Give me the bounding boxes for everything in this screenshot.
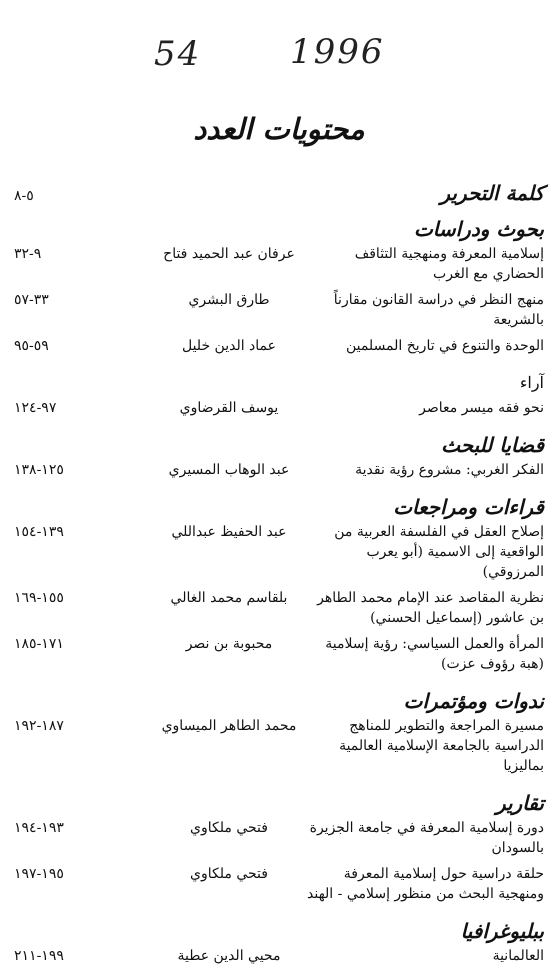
entry-pages: ٩٧-١٢٤ bbox=[14, 400, 57, 416]
section-heading: ندوات ومؤتمرات bbox=[403, 689, 544, 713]
toc-entry bbox=[14, 398, 544, 418]
entry-pages: ١٣٩-١٥٤ bbox=[14, 524, 64, 540]
editorial-row bbox=[14, 178, 544, 208]
editorial-heading: كلمة التحرير bbox=[440, 181, 544, 205]
entry-title: إصلاح العقل في الفلسفة العربية من الواقعية إلى الاسمية (أبو يعرب المرزوقي) bbox=[334, 524, 544, 580]
handwritten-number-left: 54 bbox=[154, 34, 202, 74]
toc-entry bbox=[14, 588, 544, 628]
section-heading: تقارير bbox=[495, 791, 544, 815]
toc-sections bbox=[14, 214, 544, 972]
entry-pages: ١٩٥-١٩٧ bbox=[14, 866, 64, 882]
entry-author: عرفان عبد الحميد فتاح bbox=[163, 246, 295, 262]
entry-title: منهج النظر في دراسة القانون مقارناً بالشريعة bbox=[333, 292, 544, 328]
section-heading: ببليوغرافيا bbox=[460, 919, 544, 943]
entry-title: الوحدة والتنوع في تاريخ المسلمين bbox=[345, 338, 544, 354]
entry-author: عماد الدين خليل bbox=[181, 338, 277, 354]
entry-title: مسيرة المراجعة والتطوير للمناهج الدراسية بالجامعة الإسلامية العالمية بماليزيا bbox=[339, 718, 544, 774]
entry-author: فتحي ملكاوي bbox=[190, 866, 268, 882]
entry-author: طارق البشري bbox=[188, 292, 270, 308]
toc-entry bbox=[14, 818, 544, 858]
entry-author: يوسف القرضاوي bbox=[179, 400, 279, 416]
toc-entry bbox=[14, 864, 544, 904]
entry-pages: ١٩٣-١٩٤ bbox=[14, 820, 64, 836]
toc-entry bbox=[14, 244, 544, 284]
entry-author: محمد الطاهر الميساوي bbox=[161, 718, 297, 734]
toc-entry bbox=[14, 634, 544, 674]
toc-entry bbox=[14, 522, 544, 582]
handwritten-year: 1996 bbox=[290, 32, 385, 72]
toc-entry bbox=[14, 290, 544, 330]
entry-author: فتحي ملكاوي bbox=[190, 820, 268, 836]
page-title: محتويات العدد bbox=[193, 112, 365, 146]
entry-author: بلقاسم محمد الغالي bbox=[170, 590, 288, 606]
section-heading: قضايا للبحث bbox=[441, 433, 544, 457]
toc-entry bbox=[14, 460, 544, 480]
entry-pages: ١٧١-١٨٥ bbox=[14, 636, 64, 652]
entry-author: محبوبة بن نصر bbox=[185, 636, 273, 652]
entry-pages: ١٥٥-١٦٩ bbox=[14, 590, 64, 606]
editorial-pages: ٥-٨ bbox=[14, 188, 34, 204]
entry-title: المرأة والعمل السياسي: رؤية إسلامية (هبة رؤوف عزت) bbox=[325, 636, 544, 672]
entry-pages: ٥٩-٩٥ bbox=[14, 338, 49, 354]
entry-title: الفكر الغربي: مشروع رؤية نقدية bbox=[355, 462, 544, 478]
toc-entry bbox=[14, 946, 544, 966]
toc-entry bbox=[14, 716, 544, 776]
entry-author: محيي الدين عطية bbox=[177, 948, 281, 964]
section-heading: بحوث ودراسات bbox=[413, 217, 544, 241]
table-of-contents bbox=[14, 178, 544, 972]
entry-pages: ١٩٩-٢١١ bbox=[14, 948, 64, 964]
entry-pages: ١٨٧-١٩٢ bbox=[14, 718, 64, 734]
entry-pages: ٣٣-٥٧ bbox=[14, 292, 49, 308]
entry-author: عبد الوهاب المسيري bbox=[168, 462, 290, 478]
toc-entry bbox=[14, 336, 544, 356]
entry-title: نظرية المقاصد عند الإمام محمد الطاهر بن عاشور (إسماعيل الحسني) bbox=[317, 590, 544, 626]
entry-title: نحو فقه ميسر معاصر bbox=[419, 400, 544, 416]
entry-pages: ٩-٣٢ bbox=[14, 246, 42, 262]
section-heading: قراءات ومراجعات bbox=[393, 495, 544, 519]
section-heading: آراء bbox=[519, 373, 544, 392]
entry-title: دورة إسلامية المعرفة في جامعة الجزيرة بالسودان bbox=[309, 820, 544, 856]
entry-author: عبد الحفيظ عبداللي bbox=[171, 524, 287, 540]
entry-title: إسلامية المعرفة ومنهجية التثاقف الحضاري مع الغرب bbox=[354, 246, 544, 282]
entry-title: العالمانية bbox=[492, 948, 544, 964]
entry-pages: ١٢٥-١٣٨ bbox=[14, 462, 64, 478]
entry-title: حلقة دراسية حول إسلامية المعرفة ومنهجية البحث من منظور إسلامي - الهند bbox=[307, 866, 544, 902]
handwritten-annotation bbox=[130, 30, 430, 90]
